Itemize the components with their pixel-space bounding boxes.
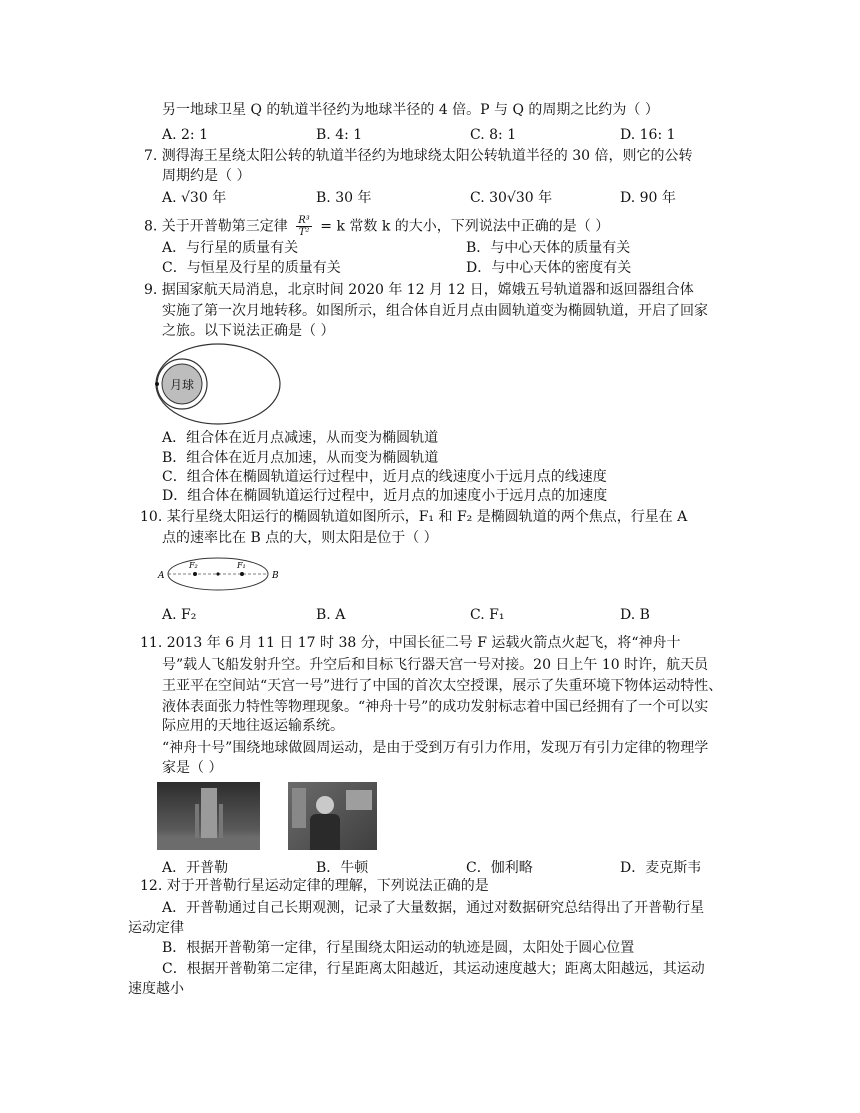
f2-label: F₂ xyxy=(189,561,198,570)
q11-option-b: B．牛顿 xyxy=(316,860,369,876)
q8-option-b: B．与中心天体的质量有关 xyxy=(466,240,631,256)
q7-option-c: C. 30√30 年 xyxy=(470,190,553,206)
q8-formula xyxy=(296,215,312,238)
focus-f1 xyxy=(240,572,244,576)
q11-stem-line7: 家是（ ） xyxy=(162,760,223,776)
q10-stem-line2: 点的速率比在 B 点的大，则太阳是位于（ ） xyxy=(162,530,438,546)
q9-option-b: B．组合体在近月点加速，从而变为椭圆轨道 xyxy=(162,450,439,466)
q9-option-a: A．组合体在近月点减速，从而变为椭圆轨道 xyxy=(162,430,439,446)
q11-stem-line3: 王亚平在空间站“天宫一号”进行了中国的首次太空授课，展示了失重环境下物体运动特性、 xyxy=(162,678,723,694)
q7-option-a: A. √30 年 xyxy=(162,190,227,206)
q11-option-c: C．伽利略 xyxy=(466,860,533,876)
q9-stem-line3: 之旅。以下说法正确是（ ） xyxy=(162,323,335,339)
q11-option-a: A．开普勒 xyxy=(162,860,229,876)
q12-stem: 12. 对于开普勒行星运动定律的理解，下列说法正确的是 xyxy=(140,878,489,894)
q11-stem-line4: 液体表面张力特性等物理现象。“神舟十号”的成功发射标志着中国已经拥有了一个可以实 xyxy=(162,699,709,715)
q8-formula-numerator: R³ xyxy=(298,215,310,226)
q8-stem-post: = k 常数 k 的大小，下列说法中正确的是（ ） xyxy=(320,218,610,235)
q7-stem-line2: 周期约是（ ） xyxy=(162,168,251,184)
q6-option-a: A. 2: 1 xyxy=(162,127,208,143)
q11-stem-line2: 号”载人飞船发射升空。升空后和目标飞行器天宫一号对接。20 日上午 10 时许，航天员 xyxy=(162,657,709,673)
q10-stem-line1: 10. 某行星绕太阳运行的椭圆轨道如图所示，F₁ 和 F₂ 是椭圆轨道的两个焦点，行星在 A xyxy=(140,509,688,525)
q9-stem-line2: 实施了第一次月地转移。如图所示，组合体自近月点由圆轨道变为椭圆轨道，开启了回家 xyxy=(162,303,708,319)
q12-option-a-line1: A．开普勒通过自己长期观测，记录了大量数据，通过对数据研究总结得出了开普勒行星 xyxy=(162,900,705,916)
q10-option-a: A. F₂ xyxy=(162,607,197,623)
q10-option-d: D. B xyxy=(620,607,650,623)
q8-stem-pre: 8. 关于开普勒第三定律 xyxy=(144,218,288,235)
q8-option-c: C．与恒星及行星的质量有关 xyxy=(162,260,341,276)
space-lecture-photo xyxy=(288,782,377,850)
q9-option-c: C．组合体在椭圆轨道运行过程中，近月点的线速度小于远月点的线速度 xyxy=(162,469,607,485)
q9-stem-line1: 9. 据国家航天局消息，北京时间 2020 年 12 月 12 日，嫦娥五号轨道器和返回器组合体 xyxy=(144,282,694,298)
focus-f2 xyxy=(193,572,197,576)
q11-option-d: D．麦克斯韦 xyxy=(620,860,702,876)
point-b-label: B xyxy=(272,571,279,581)
q12-option-a-line2: 运动定律 xyxy=(128,920,184,936)
q6-option-c: C. 8: 1 xyxy=(470,127,517,143)
q7-option-d: D. 90 年 xyxy=(620,190,676,206)
perilune-point xyxy=(155,382,159,386)
ellipse-center xyxy=(216,572,219,575)
q8-option-d: D．与中心天体的密度有关 xyxy=(466,260,632,276)
q10-option-c: C. F₁ xyxy=(470,607,505,623)
q8-option-a: A．与行星的质量有关 xyxy=(162,240,299,256)
moon-orbit-diagram xyxy=(150,340,290,430)
q7-option-b: B. 30 年 xyxy=(316,190,372,206)
q12-option-c-line2: 速度越小 xyxy=(128,981,184,997)
q6-option-b: B. 4: 1 xyxy=(316,127,363,143)
q6-option-d: D. 16: 1 xyxy=(620,127,676,143)
q6-stem: 另一地球卫星 Q 的轨道半径约为地球半径的 4 倍。P 与 Q 的周期之比约为（ ） xyxy=(162,102,659,118)
q12-option-b: B．根据开普勒第一定律，行星围绕太阳运动的轨迹是圆，太阳处于圆心位置 xyxy=(162,940,635,956)
q12-option-c-line1: C．根据开普勒第二定律，行星距离太阳越近，其运动速度越大；距离太阳越远，其运动 xyxy=(162,961,705,977)
rocket-launch-photo xyxy=(157,782,260,850)
q11-stem-line5: 际应用的天地往返运输系统。 xyxy=(162,718,344,734)
moon-label: 月球 xyxy=(169,378,195,392)
planet-orbit-diagram xyxy=(155,552,285,600)
q11-stem-line6: “神舟十号”围绕地球做圆周运动，是由于受到万有引力作用，发现万有引力定律的物理学 xyxy=(162,740,709,756)
q7-stem-line1: 7. 测得海王星绕太阳公转的轨道半径约为地球绕太阳公转轨道半径的 30 倍，则它的公转 xyxy=(144,148,693,164)
point-a-label: A xyxy=(158,571,165,581)
q11-stem-line1: 11. 2013 年 6 月 11 日 17 时 38 分，中国长征二号 F 运载火箭点火起飞，将“神舟十 xyxy=(140,635,681,651)
q8-formula-denominator: T² xyxy=(298,227,310,238)
f1-label: F₁ xyxy=(237,561,246,570)
q10-option-b: B. A xyxy=(316,607,346,623)
q9-option-d: D．组合体在椭圆轨道运行过程中，近月点的加速度小于远月点的加速度 xyxy=(162,488,608,504)
q8-stem xyxy=(144,215,609,238)
